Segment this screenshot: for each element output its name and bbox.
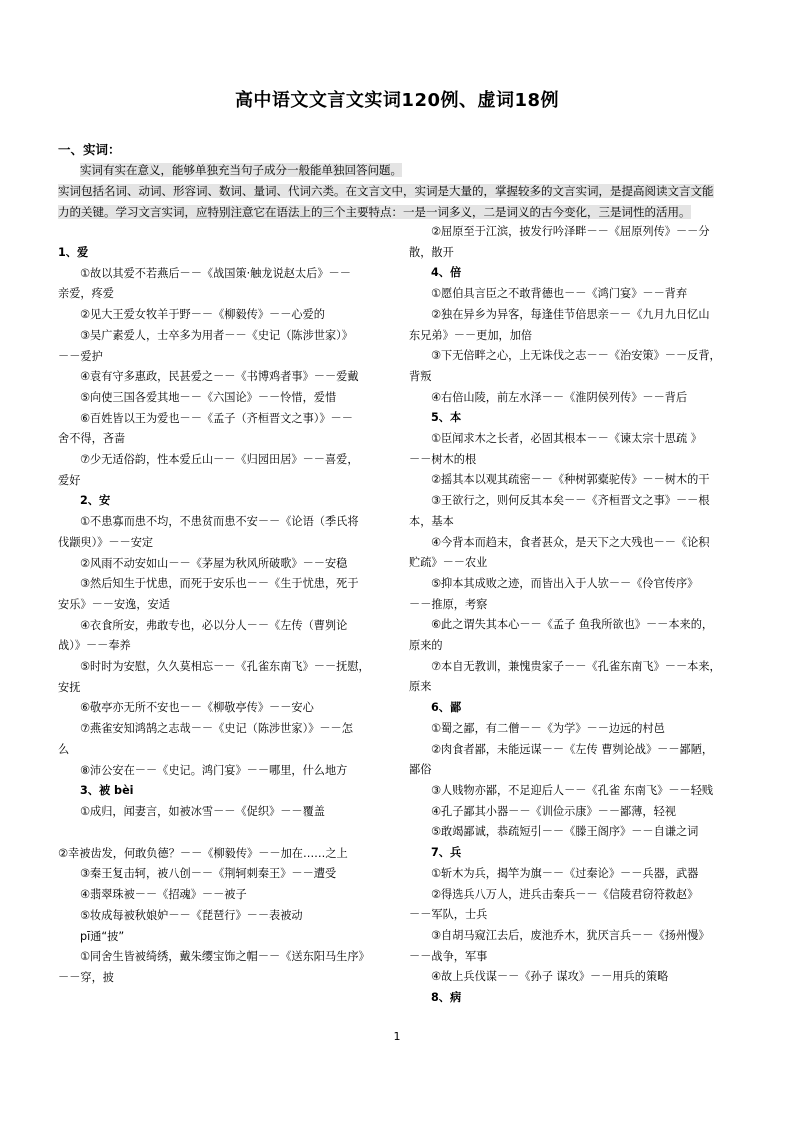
continuation-line: －－爱护 (58, 349, 103, 363)
continuation-line: －－推原，考察 (409, 597, 488, 611)
continuation-line: 舍不得，吝啬 (58, 432, 126, 446)
example-line: ③下无倍畔之心，上无诛伐之志－－《治安策》－－反背， (431, 349, 721, 363)
example-line: ①故以其爱不若燕后－－《战国策·触龙说赵太后》－－ (80, 266, 351, 280)
example-line: ④孔子鄙其小器－－《训俭示康》－－鄙薄，轻视 (431, 804, 676, 818)
example-line: ①愿伯具言臣之不敢背德也－－《鸿门宴》－－背弃 (431, 287, 688, 301)
example-line: ①斩木为兵，揭竿为旗－－《过秦论》－－兵器，武器 (431, 866, 699, 880)
entry-heading: 7、兵 (431, 846, 462, 860)
entry-heading: 6、鄙 (431, 701, 462, 715)
continuation-line: 本，基本 (409, 514, 454, 528)
example-line: ⑥敬亭亦无所不安也－－《柳敬亭传》－－安心 (80, 701, 314, 715)
example-line: ⑤敢竭鄙诚，恭疏短引－－《滕王阁序》－－自谦之词 (431, 825, 699, 839)
right-column (409, 222, 739, 1009)
intro-line-3: 力的关键。学习文言实词，应特别注意它在语法上的三个主要特点：一是一词多义，二是词义的古今变化，三是词性的活用。 (58, 205, 691, 219)
example-line: ⑤时时为安慰，久久莫相忘－－《孔雀东南飞》－－抚慰， (80, 660, 370, 674)
entry-heading: 4、倍 (431, 266, 462, 280)
continuation-line: 爱好 (58, 473, 81, 487)
example-line: ④袁有守多惠政，民甚爱之－－《书博鸡者事》－－爱戴 (80, 370, 359, 384)
section-heading: 一、实词： (58, 142, 121, 157)
entry-heading: 8、病 (431, 991, 462, 1005)
continuation-line: 原来的 (409, 639, 443, 653)
entry-heading: 3、被 bèi (80, 784, 134, 798)
continuation-line: 战）》－－奉养 (58, 639, 131, 653)
example-line: ③王欲行之，则何反其本矣－－《齐桓晋文之事》－－根 (431, 494, 710, 508)
entry-heading: 2、安 (80, 494, 111, 508)
continuation-line: 亲爱，疼爱 (58, 287, 114, 301)
continuation-line: 背叛 (409, 369, 432, 383)
continuation-line: 散，散开 (409, 245, 454, 259)
example-line: ②摇其本以观其疏密－－《种树郭橐驼传》－－树木的干 (431, 473, 710, 487)
continuation-line: 安乐》－－安逸，安适 (58, 597, 170, 611)
example-line: ③吴广素爱人，士卒多为用者－－《史记（陈涉世家）》 (80, 328, 353, 342)
example-line: ①臣闻求木之长者，必固其根本－－《谏太宗十思疏 》 (431, 432, 702, 446)
example-line: ⑥百姓皆以王为爱也－－《孟子（齐桓晋文之事）》－－ (80, 411, 353, 425)
continuation-line: －－穿，披 (58, 970, 114, 984)
continuation-line: 安抚 (58, 680, 81, 694)
example-line: ①蜀之鄙，有二僧－－《为学》－－边远的村邑 (431, 721, 665, 735)
continuation-line: 么 (58, 742, 70, 756)
example-line: ⑤抑本其成败之迹，而皆出入于人欤－－《伶官传序》 (431, 576, 699, 590)
example-line: ⑧沛公安在－－《史记。鸿门宴》－－哪里，什么地方 (80, 763, 348, 777)
example-line: pī通“披” (80, 929, 125, 943)
continuation-line: －－战争，军事 (409, 949, 488, 963)
intro-line-2: 实词包括名词、动词、形容词、数词、量词、代词六类。在文言文中，实词是大量的，掌握较多的文言实词，是提高阅读文言文能 (58, 184, 714, 198)
example-line: ④衣食所安，弗敢专也，必以分人－－《左传（曹刿论 (80, 618, 348, 632)
example-line: ①不患寡而患不均，不患贫而患不安－－《论语（季氏将 (80, 515, 359, 529)
document-title: 高中语文文言文实词120例、虚词18例 (234, 90, 560, 111)
example-line: ③秦王复击轲，被八创－－《荆轲刺秦王》－－遭受 (80, 867, 337, 881)
example-line: ⑥此之谓失其本心－－《孟子 鱼我所欲也》－－本来的， (431, 618, 714, 632)
example-line: ②肉食者鄙，未能远谋－－《左传 曹刿论战》－－鄙陋， (431, 742, 714, 756)
page-number: 1 (393, 1030, 401, 1043)
example-line: ⑦燕雀安知鸿鹄之志哉－－《史记（陈涉世家）》－－怎 (80, 722, 353, 736)
example-line: ④故上兵伐谋－－《孙子 谋攻》－－用兵的策略 (431, 970, 669, 984)
example-line: ⑦本自无教训，兼愧贵家子－－《孔雀东南飞》－－本来， (431, 659, 721, 673)
example-line: ②得选兵八万人，进兵击秦兵－－《信陵君窃符救赵》 (431, 887, 699, 901)
example-line: ②见大王爱女牧羊于野－－《柳毅传》－－心爱的 (80, 308, 325, 322)
entry-heading: 5、本 (431, 411, 462, 425)
example-line: ⑤向使三国各爱其地－－《六国论》－－怜惜，爱惜 (80, 390, 337, 404)
example-line: ④今背本而趋末，食者甚众，是天下之大残也－－《论积 (431, 535, 710, 549)
spacer (58, 823, 388, 844)
example-line: ④翡翠珠被－－《招魂》－－被子 (80, 888, 247, 902)
continuation-line: －－军队，士兵 (409, 908, 488, 922)
continuation-line: 原来 (409, 680, 432, 694)
continuation-line: 贮疏》－－农业 (409, 556, 488, 570)
example-line: ③自胡马窥江去后，废池乔木，犹厌言兵－－《扬州慢》 (431, 928, 710, 942)
example-line: ⑤妆成每被秋娘妒－－《琵琶行》－－表被动 (80, 908, 303, 922)
example-line: ①成归，闻妻言，如被冰雪－－《促织》－－覆盖 (80, 804, 325, 818)
example-line: ③人贱物亦鄙，不足迎后人－－《孔雀 东南飞》－－轻贱 (431, 783, 714, 797)
example-line: ⑦少无适俗韵，性本爱丘山－－《归园田居》－－喜爱， (80, 453, 359, 467)
example-line: ③然后知生于忧患，而死于安乐也－－《生于忧患，死于 (80, 577, 359, 591)
example-line: ④右倍山陵，前左水泽－－《淮阴侯列传》－－背后 (431, 390, 688, 404)
continuation-line: 鄙俗 (409, 763, 432, 777)
left-column (58, 243, 388, 989)
example-line: ②屈原至于江滨，披发行吟泽畔－－《屈原列传》－－分 (431, 225, 710, 238)
intro-line-1: 实词有实在意义，能够单独充当句子成分一般能单独回答问题。 (80, 163, 402, 177)
example-line: ②风雨不动安如山－－《茅屋为秋风所破歌》－－安稳 (80, 556, 348, 570)
intro-paragraph (58, 160, 748, 223)
example-line: ②独在异乡为异客，每逢佳节倍思亲－－《九月九日忆山 (431, 307, 710, 321)
continuation-line: ②幸被齿发，何敢负德？－－《柳毅传》－－加在……之上 (58, 846, 348, 860)
example-line: ①同舍生皆被绮绣，戴朱缨宝饰之帽－－《送东阳马生序》 (80, 950, 370, 964)
continuation-line: 东兄弟》－－更加，加倍 (409, 328, 533, 342)
entry-heading: 1、爱 (58, 246, 89, 259)
continuation-line: －－树木的根 (409, 452, 477, 466)
continuation-line: 伐颛臾）》－－安定 (58, 535, 154, 549)
